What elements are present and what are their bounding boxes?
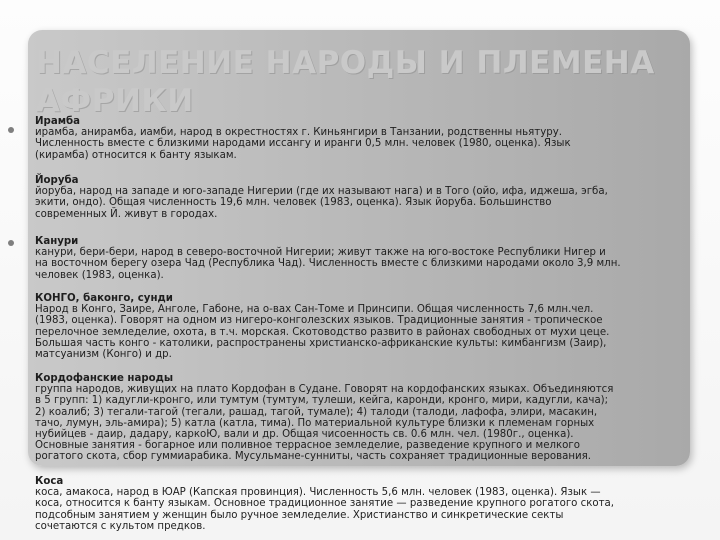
entry-text: ирамба, анирамба, иамби, народ в окрестностях г. Киньянгири в Танзании, родственны ньятуру. Численность вместе с близкими народами иссангу и иранги 0,5 млн. человек (1980, оценка). Язык (кирамба) относится к банту языкам.: [35, 127, 571, 161]
bullet-icon: [8, 127, 14, 133]
entry-heading: Коса: [35, 476, 64, 487]
entry-text: йоруба, народ на западе и юго-западе Нигерии (где их называют нага) и в Того (ойо, ифа, иджеша, эгба, экити, ондо). Общая численность 19,6 млн. человек (1983, оценка). Язык йоруба. Большинство современных Й. живут в городах.: [35, 186, 608, 220]
entry-yoruba: [35, 175, 717, 220]
entry-heading: Ирамба: [35, 116, 81, 127]
entry-text: канури, бери-бери, народ в северо-восточной Нигерии; живут также на юго-востоке Республики Нигер и на восточном берегу озера Чад (Республика Чад). Численность вместе с близкими народами около 3,9 млн. человек (1983, оценка).: [35, 247, 621, 281]
slide-title: НАСЕЛЕНИЕ НАРОДЫ И ПЛЕМЕНА АФРИКИ: [36, 45, 655, 119]
entry-kosa: [35, 476, 717, 532]
entry-kongo: [35, 293, 717, 360]
entry-heading: Канури: [35, 236, 79, 247]
entry-heading: Йоруба: [35, 175, 79, 186]
entry-kordofan: [35, 373, 717, 463]
bullet-icon: [8, 240, 14, 246]
entry-heading: КОНГО, баконго, сунди: [35, 293, 173, 304]
entry-kanuri: [35, 236, 717, 281]
entry-heading: Кордофанские народы: [35, 373, 174, 384]
entry-text: Народ в Конго, Заире, Анголе, Габоне, на о-вах Сан-Томе и Принсипи. Общая численность 7,6 млн.чел. (1983, оценка). Говорят на одном из нигеро-конголезских языков. Традиционные занятия - тропическое перелочное земледелие, охота, в т.ч. морская. Скотоводство развито в районах свободных от мухи цеце. Большая часть конго - католики, распространены христианско-африканские культы: кимбангизм (Заир), матсуанизм (Конго) и др.: [35, 304, 610, 361]
entry-iramba: [35, 116, 717, 161]
entry-text: коса, амакоса, народ в ЮАР (Капская провинция). Численность 5,6 млн. человек (1983, оценка). Язык — коса, относится к банту языкам. Основное традиционное занятие — разведение крупного рогатого скота, подсобным занятием у женщин было ручное земледелие. Христианство и синкретические секты сочетаются с культом предков.: [35, 487, 615, 532]
entry-text: группа народов, живущих на плато Кордофан в Судане. Говорят на кордофанских языках. Объединяются в 5 групп: 1) кадугли-кронго, или тумтум (тумтум, тулеши, кейга, каронди, кронго, мири, кадугли, кача); 2) коалиб; 3) тегали-тагой (тегали, рашад, тагой, тумале); 4) талоди (талоди, лафофа, элири, масакин, тачо, лумун, эль-амира); 5) катла (катла, тима). По материальной культуре близки к племенам горных нубийцев - даир, дадару, каркоЮ, вали и др. Общая чисоенность св. 0.6 млн. чел. (1980г., оценка). Основные занятия - богарное или поливное террасное земледелие, разведение крупного и мелкого рогатого скота, сбор гуммиарабика. Мусульмане-сунниты, часть сохраняет традиционные верования.: [35, 384, 614, 463]
